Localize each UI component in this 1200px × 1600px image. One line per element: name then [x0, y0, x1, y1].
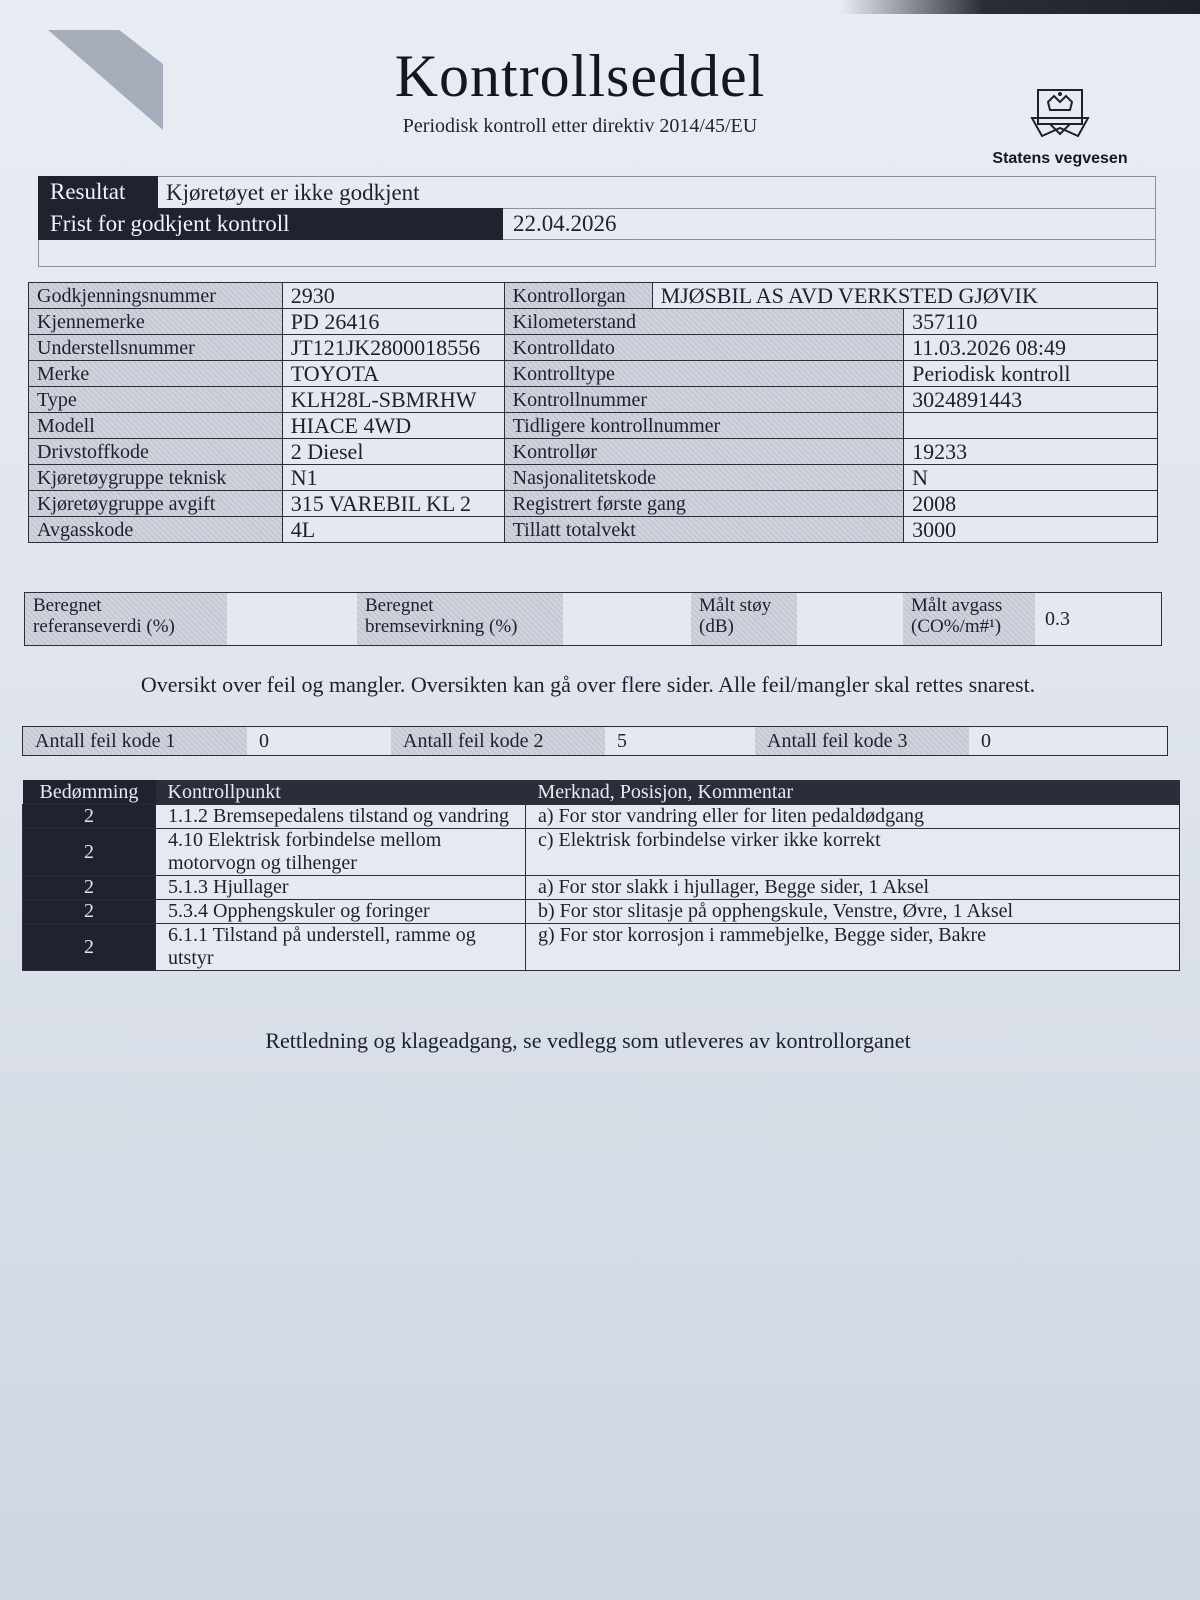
vehicle-field-value: 2 Diesel	[282, 439, 504, 465]
inspection-field-value: N	[904, 465, 1158, 491]
count-code3-label: Antall feil kode 3	[755, 727, 969, 755]
inspection-field-value: 19233	[904, 439, 1158, 465]
inspection-field-value: 11.03.2026 08:49	[904, 335, 1158, 361]
inspection-field-label: Tillatt totalvekt	[504, 517, 904, 543]
count-code1-value: 0	[247, 727, 391, 755]
inspection-field-label: Kontrolldato	[504, 335, 904, 361]
reference-value-label: Beregnet referanseverdi (%)	[25, 593, 227, 645]
result-row	[38, 176, 1156, 208]
defect-score: 2	[23, 805, 156, 829]
logo	[985, 88, 1135, 168]
defect-score: 2	[23, 900, 156, 924]
defect-remark: c) Elektrisk forbindelse virker ikke korrekt	[526, 829, 1180, 876]
vehicle-field-label: Godkjenningsnummer	[29, 283, 283, 309]
page-subtitle: Periodisk kontroll etter direktiv 2014/45/EU	[402, 115, 758, 137]
vehicle-field-value: JT121JK2800018556	[282, 335, 504, 361]
vehicle-info-row	[29, 517, 1158, 543]
count-code1-label: Antall feil kode 1	[23, 727, 247, 755]
inspection-field-label: Registrert første gang	[504, 491, 904, 517]
inspection-field-value: 3024891443	[904, 387, 1158, 413]
inspection-field-label: Kontrolltype	[504, 361, 904, 387]
defect-counts-row	[22, 726, 1168, 756]
vehicle-info-row	[29, 491, 1158, 517]
defect-row	[23, 805, 1180, 829]
count-code2-label: Antall feil kode 2	[391, 727, 605, 755]
defect-control-point: 1.1.2 Bremsepedalens tilstand og vandring	[156, 805, 526, 829]
inspection-field-label: Kontrollnummer	[504, 387, 904, 413]
inspection-field-label: Kontrollør	[504, 439, 904, 465]
defect-score: 2	[23, 924, 156, 971]
brake-effect-value	[563, 593, 691, 645]
defects-table	[22, 780, 1180, 971]
vehicle-field-value: TOYOTA	[282, 361, 504, 387]
logo-text: Statens vegvesen	[992, 150, 1128, 167]
inspection-body-value: MJØSBIL AS AVD VERKSTED GJØVIK	[652, 283, 1157, 309]
defects-header-row	[23, 780, 1180, 805]
vehicle-field-value: HIACE 4WD	[282, 413, 504, 439]
count-code2-value: 5	[605, 727, 755, 755]
defect-row	[23, 829, 1180, 876]
result-block	[38, 176, 1156, 267]
inspection-field-value: 357110	[904, 309, 1158, 335]
inspection-body-label: Kontrollorgan	[504, 283, 652, 309]
vehicle-info-row	[29, 387, 1158, 413]
defect-control-point: 5.3.4 Opphengskuler og foringer	[156, 900, 526, 924]
vehicle-info-row	[29, 335, 1158, 361]
page-title: Kontrollseddel	[394, 43, 766, 109]
point-header: Kontrollpunkt	[156, 780, 526, 805]
vehicle-field-label: Kjennemerke	[29, 309, 283, 335]
defect-score: 2	[23, 829, 156, 876]
vehicle-field-value: 2930	[282, 283, 504, 309]
footer-text: Rettledning og klageadgang, se vedlegg som utleveres av kontrollorganet	[265, 1028, 911, 1053]
inspection-field-label: Kilometerstand	[504, 309, 904, 335]
measurements-row	[24, 592, 1162, 646]
vehicle-field-value: KLH28L-SBMRHW	[282, 387, 504, 413]
noise-label: Målt støy (dB)	[691, 593, 797, 645]
vehicle-field-label: Type	[29, 387, 283, 413]
vehicle-info-row	[29, 439, 1158, 465]
overview-text: Oversikt over feil og mangler. Oversikten kan gå over flere sider. Alle feil/mangler skal rettes snarest.	[140, 672, 1036, 697]
vehicle-field-label: Understellsnummer	[29, 335, 283, 361]
result-label: Resultat	[38, 176, 158, 208]
score-header: Bedømming	[23, 780, 156, 805]
vehicle-field-value: 4L	[282, 517, 504, 543]
inspection-field-value: 3000	[904, 517, 1158, 543]
vehicle-field-value: N1	[282, 465, 504, 491]
vehicle-field-label: Drivstoffkode	[29, 439, 283, 465]
defect-remark: g) For stor korrosjon i rammebjelke, Begge sider, Bakre	[526, 924, 1180, 971]
vehicle-info-row	[29, 283, 1158, 309]
defect-control-point: 6.1.1 Tilstand på understell, ramme og utstyr	[156, 924, 526, 971]
vehicle-field-label: Merke	[29, 361, 283, 387]
vehicle-info-row	[29, 309, 1158, 335]
brake-effect-label: Beregnet bremsevirkning (%)	[357, 593, 563, 645]
vehicle-info-row	[29, 465, 1158, 491]
inspection-field-value: Periodisk kontroll	[904, 361, 1158, 387]
vehicle-field-value: 315 VAREBIL KL 2	[282, 491, 504, 517]
vehicle-info-row	[29, 413, 1158, 439]
defect-row	[23, 924, 1180, 971]
defect-row	[23, 900, 1180, 924]
inspection-field-label: Tidligere kontrollnummer	[504, 413, 904, 439]
vehicle-field-value: PD 26416	[282, 309, 504, 335]
background-edge	[840, 0, 1200, 14]
deadline-row	[38, 208, 1156, 240]
reference-value	[227, 593, 357, 645]
exhaust-label: Målt avgass (CO%/m#¹)	[903, 593, 1035, 645]
inspection-field-value	[904, 413, 1158, 439]
result-value: Kjøretøyet er ikke godkjent	[158, 176, 1156, 208]
noise-value	[797, 593, 903, 645]
defect-control-point: 4.10 Elektrisk forbindelse mellom motorvogn og tilhenger	[156, 829, 526, 876]
inspection-field-value: 2008	[904, 491, 1158, 517]
defect-remark: a) For stor vandring eller for liten pedaldødgang	[526, 805, 1180, 829]
vehicle-field-label: Modell	[29, 413, 283, 439]
statens-vegvesen-crown-icon	[1028, 88, 1092, 144]
remark-header: Merknad, Posisjon, Kommentar	[526, 780, 1180, 805]
defect-control-point: 5.1.3 Hjullager	[156, 876, 526, 900]
vehicle-field-label: Kjøretøygruppe teknisk	[29, 465, 283, 491]
vehicle-info-table	[28, 282, 1158, 543]
inspection-field-label: Nasjonalitetskode	[504, 465, 904, 491]
defect-row	[23, 876, 1180, 900]
deadline-value: 22.04.2026	[503, 208, 1156, 240]
vehicle-field-label: Avgasskode	[29, 517, 283, 543]
count-code3-value: 0	[969, 727, 1167, 755]
exhaust-value: 0.3	[1035, 593, 1161, 645]
result-spacer	[38, 240, 1156, 267]
defect-remark: b) For stor slitasje på opphengskule, Venstre, Øvre, 1 Aksel	[526, 900, 1180, 924]
defect-remark: a) For stor slakk i hjullager, Begge sider, 1 Aksel	[526, 876, 1180, 900]
vehicle-field-label: Kjøretøygruppe avgift	[29, 491, 283, 517]
deadline-label: Frist for godkjent kontroll	[38, 208, 503, 240]
defect-score: 2	[23, 876, 156, 900]
vehicle-info-row	[29, 361, 1158, 387]
